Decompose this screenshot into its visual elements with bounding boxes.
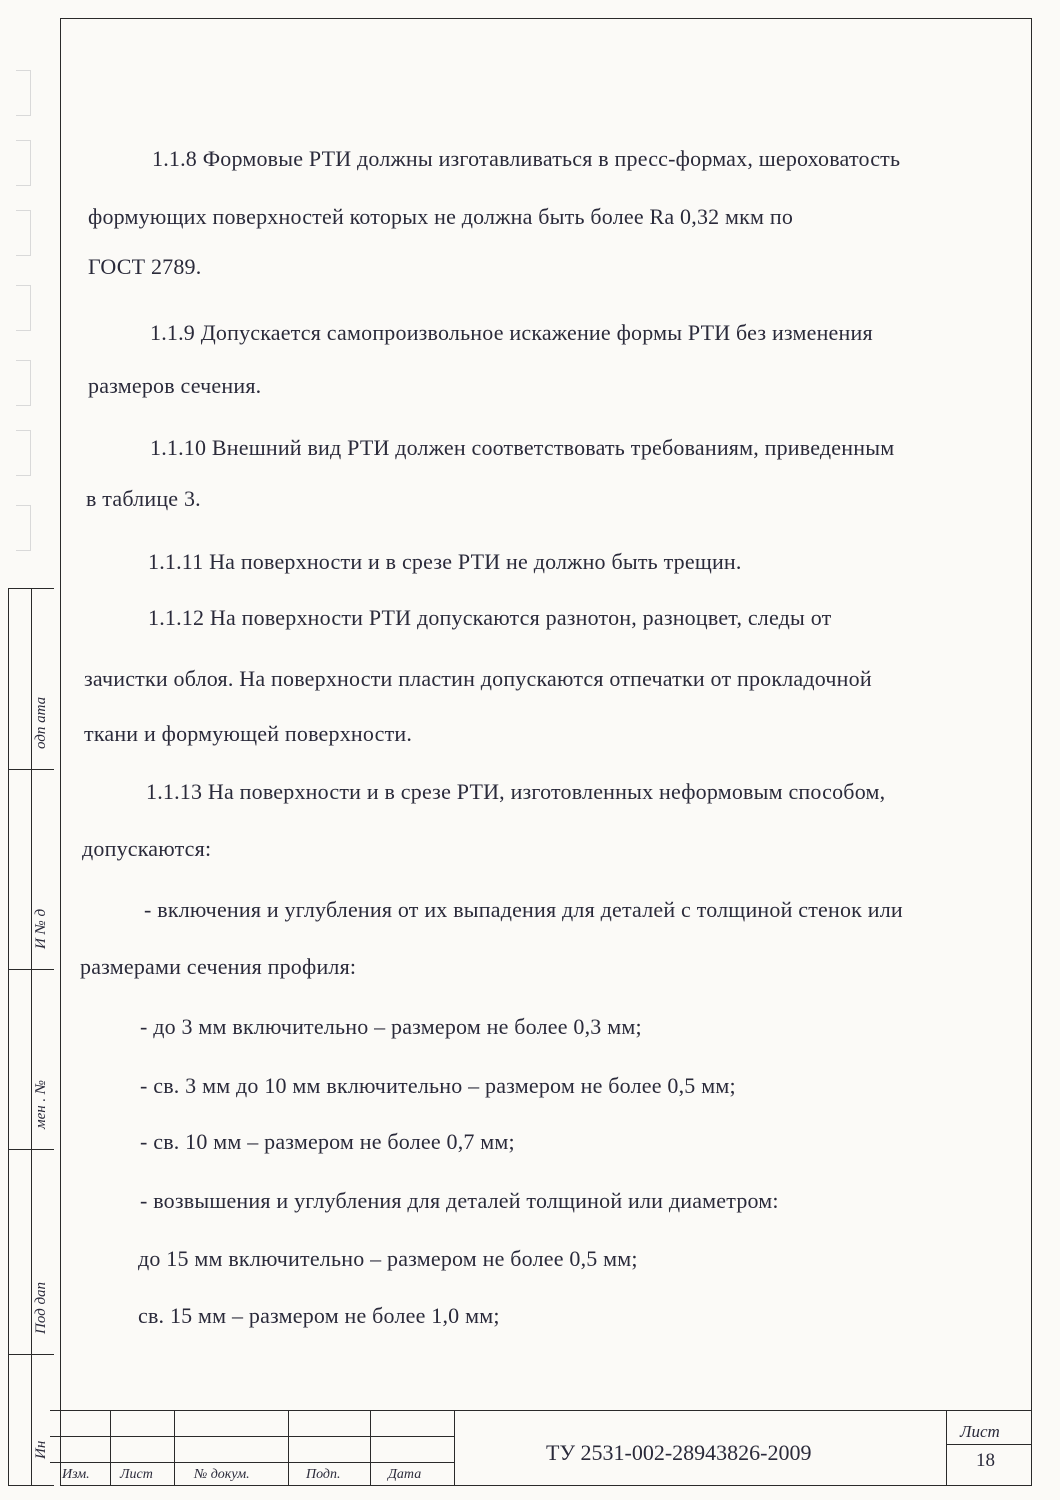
side-stamp-divider <box>31 589 32 1485</box>
paragraph-1-1-13-line: допускаются: <box>82 836 212 861</box>
title-block-border <box>454 1410 455 1486</box>
column-label-data: Дата <box>388 1467 422 1482</box>
binding-notch <box>16 140 31 186</box>
list-item: до 15 мм включительно – размером не более 0,5 мм; <box>138 1246 638 1271</box>
list-item: - св. 10 мм – размером не более 0,7 мм; <box>140 1129 515 1154</box>
sheet-number: 18 <box>976 1450 995 1471</box>
side-stamp-divider <box>9 969 54 970</box>
paragraph-1-1-13-line: 1.1.13 На поверхности и в срезе РТИ, изготовленных неформовым способом, <box>146 779 886 804</box>
title-block-border <box>50 1410 1032 1411</box>
sheet-label: Лист <box>960 1422 1000 1441</box>
binding-notch <box>16 70 31 116</box>
paragraph-1-1-9-line: размеров сечения. <box>88 373 262 398</box>
side-stamp-divider <box>9 769 54 770</box>
side-stamp-divider <box>9 1149 54 1150</box>
title-block-border <box>288 1410 289 1486</box>
title-block-border <box>946 1410 947 1486</box>
paragraph-1-1-10-line: в таблице 3. <box>86 486 201 511</box>
list-item: - возвышения и углубления для деталей толщиной или диаметром: <box>140 1188 779 1213</box>
title-block-border <box>174 1410 175 1486</box>
side-stamp-label: одп ата <box>33 696 49 749</box>
column-label-list: Лист <box>120 1467 153 1482</box>
binding-notch <box>16 430 31 476</box>
paragraph-1-1-8-line: формующих поверхностей которых не должна быть более Ra 0,32 мкм по <box>88 204 794 229</box>
title-block-border <box>110 1410 111 1486</box>
paragraph-1-1-8-line: 1.1.8 Формовые РТИ должны изготавливаться в пресс-формах, шероховатость <box>152 146 901 171</box>
list-item: св. 15 мм – размером не более 1,0 мм; <box>138 1303 500 1328</box>
paragraph-1-1-8-line: ГОСТ 2789. <box>88 254 202 279</box>
paragraph-1-1-12-line: ткани и формующей поверхности. <box>84 721 413 746</box>
list-item: - включения и углубления от их выпадения для деталей с толщиной стенок или <box>144 897 903 922</box>
side-stamp-column <box>8 588 54 1486</box>
paragraph-1-1-12-line: 1.1.12 На поверхности РТИ допускаются разнотон, разноцвет, следы от <box>148 605 832 630</box>
side-stamp-divider <box>9 1354 54 1355</box>
list-item: - до 3 мм включительно – размером не более 0,3 мм; <box>140 1014 642 1039</box>
paragraph-1-1-12-line: зачистки облоя. На поверхности пластин допускаются отпечатки от прокладочной <box>84 666 872 691</box>
side-stamp-label: мен . № <box>33 1079 49 1129</box>
paragraph-1-1-10-line: 1.1.10 Внешний вид РТИ должен соответствовать требованиям, приведенным <box>150 435 895 460</box>
paragraph-1-1-9-line: 1.1.9 Допускается самопроизвольное искажение формы РТИ без изменения <box>150 320 873 345</box>
document-code: ТУ 2531-002-28943826-2009 <box>546 1440 812 1465</box>
title-block-border <box>370 1410 371 1486</box>
binding-notch <box>16 285 31 331</box>
side-stamp-label: И № д <box>33 908 49 949</box>
column-label-podp: Подп. <box>306 1467 341 1482</box>
binding-notch <box>16 360 31 406</box>
list-item: - св. 3 мм до 10 мм включительно – размером не более 0,5 мм; <box>140 1073 736 1098</box>
binding-notch <box>16 505 31 551</box>
column-label-dokum: № докум. <box>194 1467 250 1482</box>
list-item: размерами сечения профиля: <box>80 954 357 979</box>
title-block-border <box>946 1444 1032 1445</box>
side-stamp-label: Под дап <box>33 1281 49 1334</box>
paragraph-1-1-11-line: 1.1.11 На поверхности и в срезе РТИ не должно быть трещин. <box>148 549 742 574</box>
column-label-izm: Изм. <box>62 1467 90 1482</box>
binding-notch <box>16 210 31 256</box>
side-stamp-label: Ин <box>33 1440 49 1459</box>
title-block <box>50 1410 1032 1486</box>
